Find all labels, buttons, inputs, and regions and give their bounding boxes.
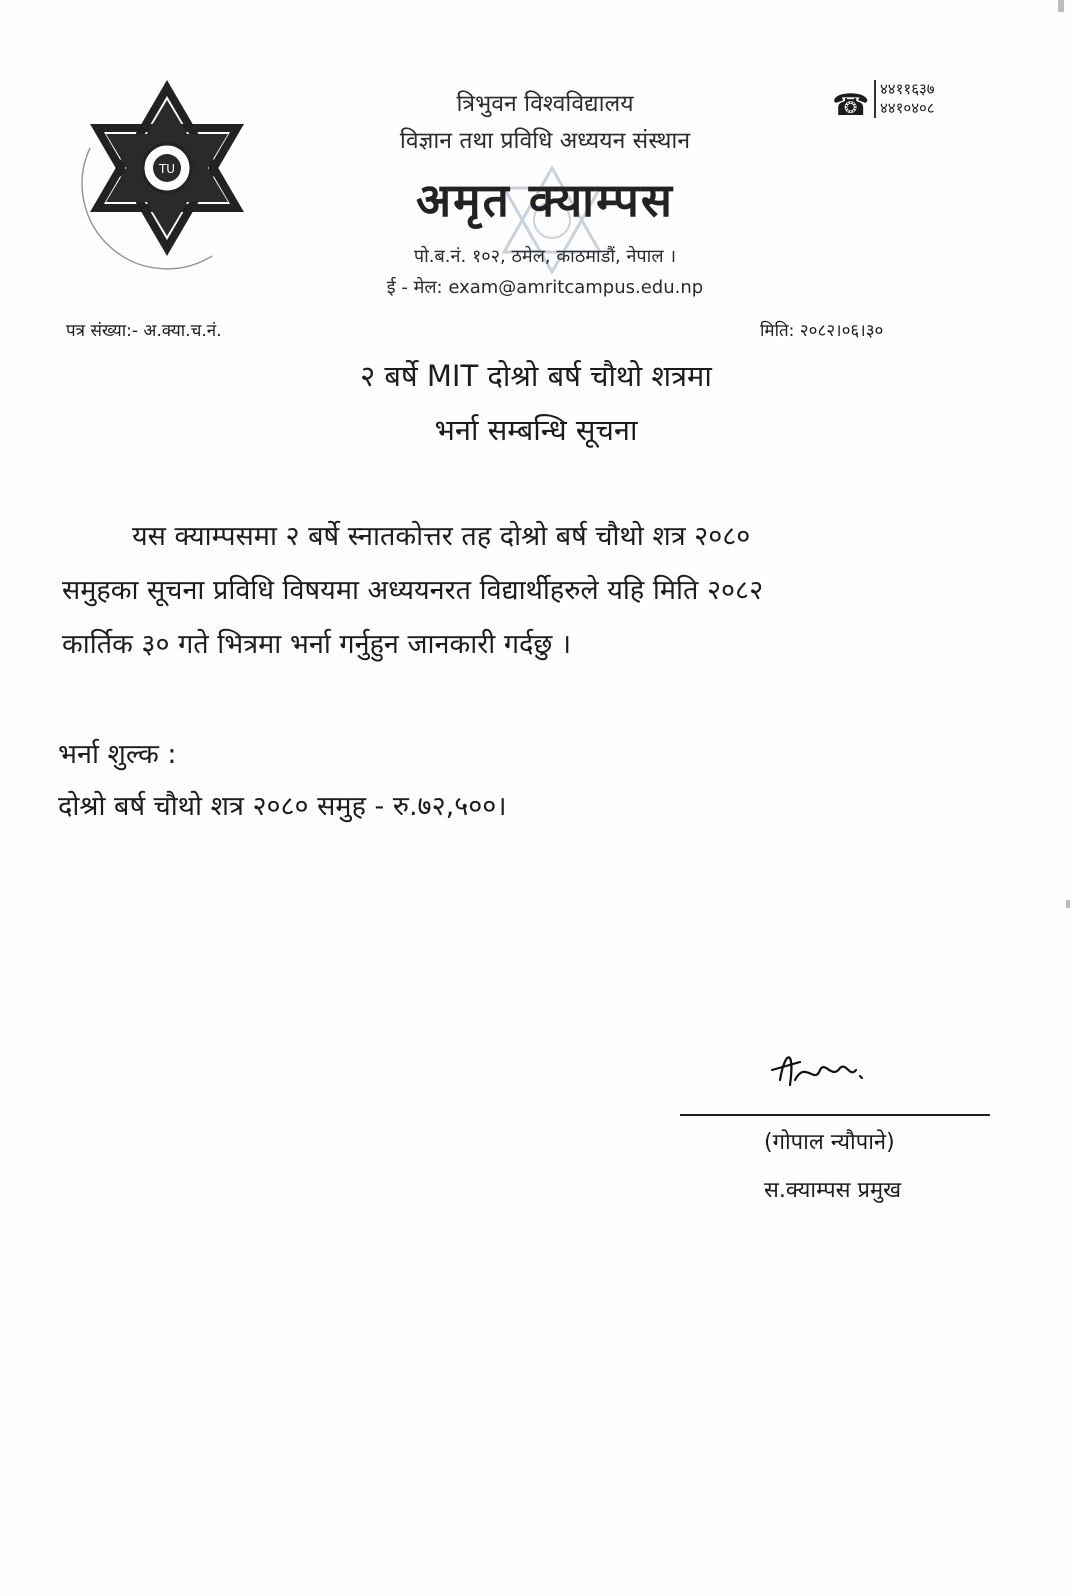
body-line: कार्तिक ३० गते भित्रमा भर्ना गर्नुहुन जानकारी गर्दछु । <box>62 629 572 660</box>
reference-number: पत्र संख्या:- अ.क्या.च.नं. <box>66 321 222 341</box>
telephone-icon: ☎ <box>832 88 870 123</box>
institute-name: विज्ञान तथा प्रविधि अध्ययन संस्थान <box>399 128 691 154</box>
signatory-role: स.क्याम्पस प्रमुख <box>764 1178 902 1203</box>
university-name: त्रिभुवन विश्वविद्यालय <box>456 91 634 117</box>
notice-subtitle: भर्ना सम्बन्धि सूचना <box>434 413 638 447</box>
svg-text:TU: TU <box>158 162 176 176</box>
campus-email: ई - मेल: exam@amritcampus.edu.np <box>386 277 704 298</box>
notice-body <box>62 510 992 672</box>
notice-title: २ बर्षे MIT दोश्रो बर्ष चौथो शत्रमा <box>360 359 712 393</box>
campus-address: पो.ब.नं. १०२, ठमेल, काठमाडौं, नेपाल । <box>413 246 677 267</box>
phone-number: ४४११६३७ <box>880 80 935 98</box>
notice-date: मिति: २०८२।०६।३० <box>760 321 884 341</box>
phone-numbers <box>874 80 935 118</box>
scan-mark <box>1058 0 1064 12</box>
fee-label: भर्ना शुल्क : <box>58 739 177 770</box>
campus-name: अमृत क्याम्पस <box>416 173 674 227</box>
signature-line <box>680 1114 990 1116</box>
body-line: समुहका सूचना प्रविधि विषयमा अध्ययनरत विद्यार्थीहरुले यहि मिति २०८२ <box>62 575 764 606</box>
fee-amount-line: दोश्रो बर्ष चौथो शत्र २०८० समुह - रु.७२,५००। <box>58 791 507 822</box>
scan-mark <box>1066 900 1070 908</box>
handwritten-signature <box>760 1040 880 1100</box>
phone-number: ४४१०४०८ <box>880 99 935 117</box>
signatory-name: (गोपाल न्यौपाने) <box>764 1130 895 1155</box>
phone-block <box>832 80 972 130</box>
body-line: यस क्याम्पसमा २ बर्षे स्नातकोत्तर तह दोश्रो बर्ष चौथो शत्र २०८० <box>132 521 751 552</box>
